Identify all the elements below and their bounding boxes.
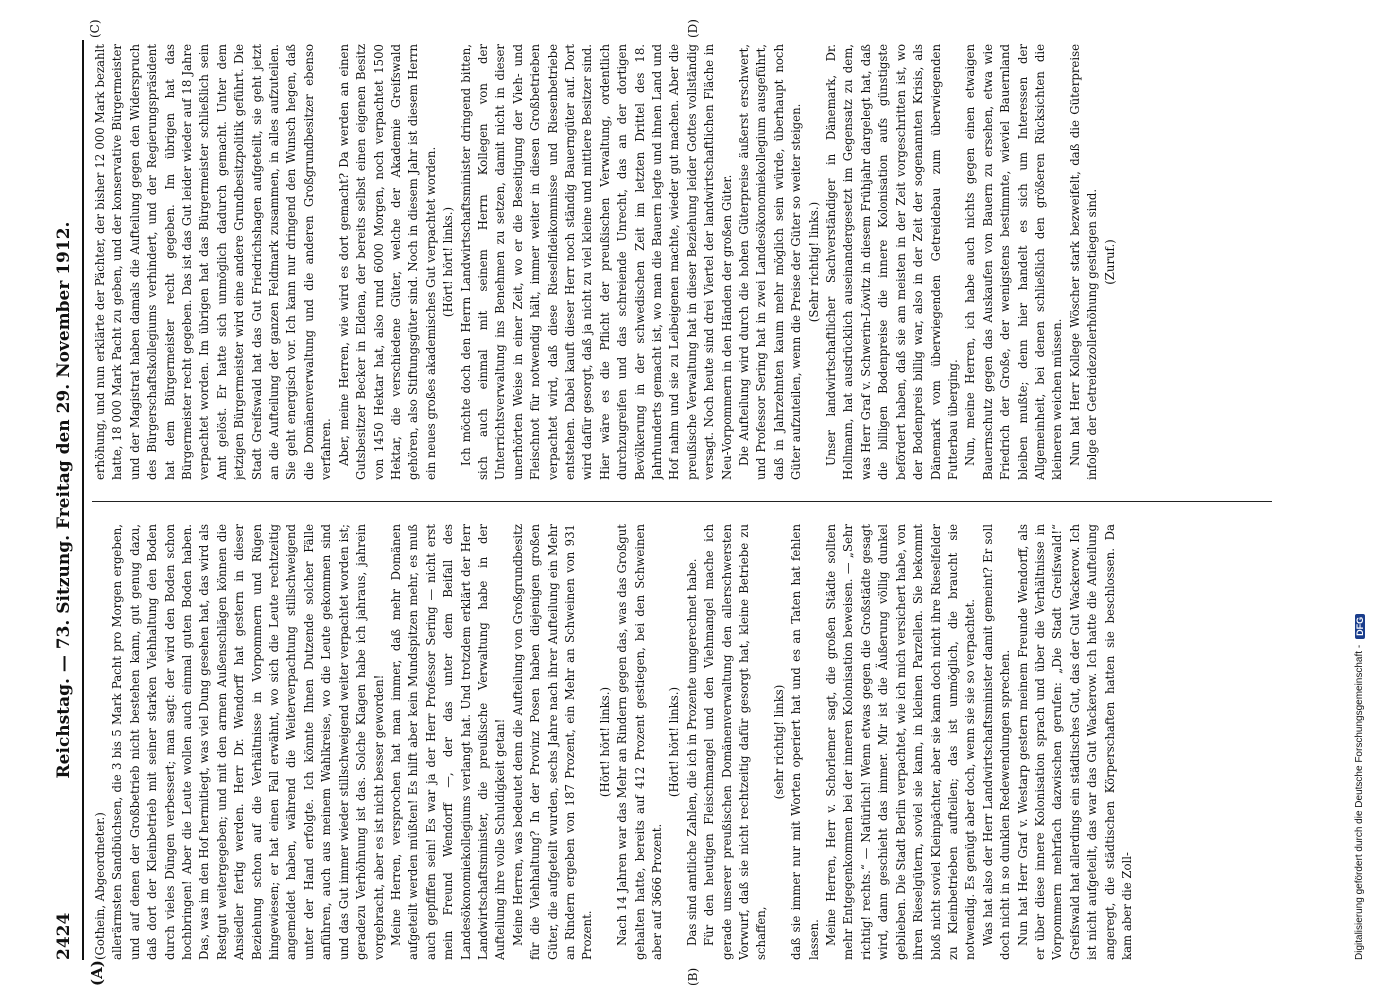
right-column [92,44,1272,480]
paragraph: (Gothein, Abgeordneter.) [93,812,107,960]
paragraph: erhöhung, und nun erklärte der Pächter, der bisher 12 000 Mark bezahlt hatte, 18 000 Mark Pacht zu geben, und der konservative Bürgermeister und der Magistrat haben damals die Aufteilung gegen den Widerspruch des Bürgerschaftskollegiums verhindert, und der Regierungspräsident hat dem Bürgermeister recht gegeben. Im übrigen hat das Bürgermeister recht gegeben. Das ist das Gut leider wieder auf 18 Jahre verpachtet worden. Im übrigen hat das Bürgermeister schließlich sein Amt gelöst. Er hatte sich unmöglich dadurch gemacht. Unter dem jetzigen Bürgermeister wird eine andere Grundbesitzpolitik geführt. Die Stadt Greifswald hat das Gut Friedrichshagen aufgeteilt, sie geht jetzt an die Aufteilung der ganzen Feldmark zusammen, in alles aufzuteilen. Sie geht energisch vor. Ich kann nur dringend den Wunsch hegen, daß die Domänenverwaltung und die anderen Großgrundbesitzer ebenso verfahren. [93,44,334,480]
header-rule [82,40,84,960]
running-header [54,40,80,960]
paragraph: Unser landwirtschaftlicher Sachverständiger in Dänemark, Dr. Hollmann, hat ausdrücklich auseinandergesetzt im Gegensatz zu dem, was Herr Graf v. Schwerin-Löwitz in diesem Frühjahr dargelegt hat, daß die billigen Bodenpreise die innere Kolonisation aufs günstigste befördert haben, daß sie am meisten in der Zeit vorgeschritten ist, wo der Bodenpreis billig war, also in der Zeit der sogenannten Krisis, als Dänemark vom überwiegenden Getreidebau zum überwiegenden Futterbau überging. [824,44,960,480]
paragraph: Für den heutigen Fleischmangel und den Viehmangel mache ich gerade unserer preußischen Domänenverwaltung den allerschwersten Vorwurf, daß sie nicht rechtzeitig dafür gesorgt hat, kleine Betriebe zu schaffen, [702,524,769,960]
digitization-credit [1354,40,1365,960]
paragraph: Aber, meine Herren, wie wird es dort gemacht? Da werden an einen Gutsbesitzer Becker in Eldena, der bereits selbst einen eigenen Besitz von 1450 Hektar hat, also rund 6000 Morgen, noch verpachtet 1500 Hektar, die verschiedene Güter, welche der Akademie Greifswald gehören, also Stiftungsgüter sind. Noch in diesem Jahr ist diesem Herrn ein neues großes akademisches Gut verpachtet worden. [336,44,438,480]
interjection: (Zuruf.) [1102,239,1117,285]
interjection: (Hört! hört! links.) [597,686,612,798]
margin-marker-b: (B) [686,967,700,986]
page-number: 2424 [54,912,74,960]
paragraph: daß sie immer nur mit Worten operiert hat und es an Taten hat fehlen lassen. [789,524,821,960]
paragraph: Meine Herren, Herr v. Schorlemer sagt, die großen Städte sollten mehr Entgegenkommen bei der inneren Kolonisation beweisen. — „Sehr richtig! rechts.“ — Natürlich! Wenn etwas gegen die Großstädte gesagt wird, dann geschieht das immer. Mir ist die Äußerung völlig dunkel geblieben. Die Stadt Berlin verpachtet, wie ich mich versichert habe, von ihren Rieselgütern, soviel sie kann, in kleinen Parzellen. Sie bekommt bloß nicht soviel Kleinpächter, aber sie kann doch nicht ihre Rieselfelder zu Kleinbetrieben aufteilen; das ist unmöglich, die braucht sie notwendig. Es genügt aber doch, wenn sie sie so verpachtet. [824,524,978,960]
paragraph: Die Aufteilung wird durch die hohen Güterpreise äußerst erschwert, und Professor Sering hat in zwei Landesökonomiekollegium ausgeführt, daß in Jahrzehnten kaum mehr möglich sein würde, überhaupt noch Güter aufzuteilen, wenn die Preise der Güter so weiter steigen. [737,44,804,480]
paragraph: Nun hat Herr Graf v. Westarp gestern meinem Freunde Wendorff, als er über diese innere Kolonisation sprach und über die Verhältnisse in Vorpommern mehrfach dazwischen gerufen: „Die Stadt Greifswald!“ Greifswald hat allerdings ein städtisches Gut, das der Gut Wackerow. Ich ist nicht aufgeteilt, das war das Gut Wackerow. Ich hatte die Aufteilung angeregt, die städtischen Körperschaften hatten sie beschlossen. Da kam aber die Zoll- [1015,524,1134,960]
interjection: (Hört! hört! links.) [667,686,682,798]
paragraph: allerärmsten Sandbüchsen, die 3 bis 5 Mark Pacht pro Morgen ergeben, und auf denen der Großbetrieb nicht bestehen kann, gut genug dazu, daß dort der Kleinbetrieb mit seiner starken Viehhaltung den Boden durch vieles Düngen verbessert; man sagt: der wird den Boden schon hochbringen! Aber die Leute wollen auch einmal guten Boden haben. Das, was im den Hof hermitiegt, was viel Dung gesehen hat, das wird als Restgut weitergegeben; und mit den armen Außenschlägen können die Ansiedler fertig werden. Herr Dr. Wendorff hat gestern in dieser Beziehung schon auf die Verhältnisse in Vorpommern und Rügen hingewiesen; er hat einen Fall erwähnt, wo sich die Leute rechtzeitig angemeldet haben, während die Weiterverpachtung stillschweigend unter der Hand erfolgte. Ich könnte Ihnen Dutzende solcher Fälle anführen, auch aus meinem Wahlkreise, wo die Leute gekommen sind und das Gut immer wieder stillschweigend weiter verpachtet worden ist; geradezu Verhöhnung ist das. Solche Klagen habe ich jahraus, jahrein vorgebracht, aber es ist nicht besser geworden! [110,524,386,960]
paragraph: Nach 14 Jahren war das Mehr an Rindern gegen das, was das Großgut gehalten hatte, bereits auf 412 Prozent gestiegen, bei den Schweinen aber auf 3666 Prozent. [615,524,664,960]
margin-marker-c: (C) [88,19,102,38]
paragraph: Was hat also der Herr Landwirtschaftsminister damit gemeint? Er soll doch nicht in so dunklen Redewendungen sprechen. [980,524,1013,960]
interjection: (Hört! hört! links.) [441,206,456,318]
interjection: (sehr richtig! links) [771,684,786,800]
credit-text: Digitalisierung gefördert durch die Deutsche Forschungsgemeinschaft - [1354,644,1365,960]
paragraph: Meine Herren, versprochen hat man immer, daß mehr Domänen aufgeteilt werden müßten! Es hilft aber kein Mundspitzen mehr, es muß auch gepfiffen sein! Es war ja der Herr Professor Sering — nicht erst mein Freund Wendorff —, der das unter dem Beifall des Landesökonomiekollegiums verlangt hat. Und trotzdem erklärt der Herr Landwirtschaftsminister, die preußische Verwaltung habe in der Aufteilung ihre volle Schuldigkeit getan! [388,524,508,960]
margin-marker-a: (A) [88,960,106,986]
dfg-logo: DFG [1355,614,1365,639]
paragraph: Das sind amtliche Zahlen, die ich in Prozente umgerechnet habe. [684,558,699,946]
running-title: Reichstag. — 73. Sitzung. Freitag den 29. November 1912. [54,221,74,779]
paragraph: Nun hat Herr Kollege Wöscher stark bezweifelt, daß die Güterpreise infolge der Getreidezollerhöhung gestiegen sind. [1067,44,1100,480]
paragraph: Ich möchte doch den Herrn Landwirtschaftsminister dringend bitten, sich auch einmal mit seinem Herrn Kollegen von der Unterrichtsverwaltung ins Benehmen zu setzen, damit nicht in dieser unerhörten Weise in einer Zeit, wo er die Beseitigung der Vieh- und Fleischnot für notwendig hält, immer weiter in diesen Großbetrieben verpachtet wird, daß diese Rieselfideikommisse und Riesenbetriebe entstehen. Dabei kauft dieser Herr noch ständig Bauerngüter auf. Dort wird dafür gesorgt, daß ja nicht zu viel kleine und mittlere Besitzer sind. Hier wäre es die Pflicht der preußischen Verwaltung, ordentlich durchzugreifen und das schreiende Unrecht, das an der dortigen Bevölkerung in der schwedischen Zeit im letzten Drittel des 18. Jahrhunderts gemacht ist, wo man die Bauern legte und ihnen Land und Hof nahm und sie zu Leibeigenen machte, wieder gut machen. Aber die preußische Verwaltung hat in dieser Beziehung leider Gottes vollständig versagt. Noch heute sind drei Viertel der landwirtschaftlichen Fläche in Neu-Vorpommern in den Händen der großen Güter. [458,44,734,480]
paragraph: Nun, meine Herren, ich habe auch nichts gegen einen etwaigen Bauernschutz gegen das Auskaufen von Bauern zu ersehen, etwa wie Friedrich der Große, der wenigstens bestimmte, wieviel Bauernland bleiben mußte; denn hier handelt es sich um Interessen der Allgemeinheit, bei denen schließlich den größeren Rücksichten die kleineren weichen müssen. [963,44,1065,480]
paragraph: Meine Herren, was bedeutet denn die Aufteilung von Großgrundbesitz für die Viehhaltung? In der Provinz Posen haben diejenigen großen Güter, die aufgeteilt wurden, sechs Jahre nach ihrer Aufteilung ein Mehr an Rindern ergeben von 187 Prozent, ein Mehr an Schweinen von 931 Prozent. [510,524,595,960]
margin-marker-d: (D) [686,19,700,38]
left-column [92,524,1272,960]
interjection: (Sehr richtig! links.) [806,201,821,323]
column-divider [92,501,1272,502]
